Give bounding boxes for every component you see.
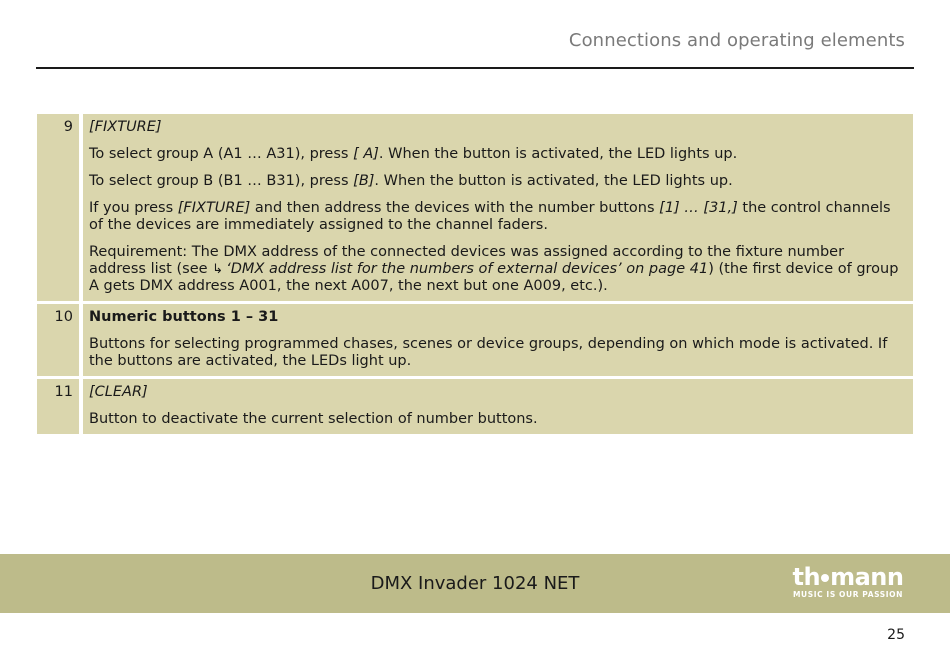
description-paragraph [89,200,903,234]
button-ref: [1] [659,200,680,216]
row-number: 10 [37,301,83,376]
text-run: . When the button is activated, the LED lights up. [378,146,738,162]
text-run: ) (the first device of group A gets DMX address A001, the next A007, the next but one A009, etc.). [89,261,899,294]
description-paragraph: Button to deactivate the current selection of number buttons. [89,411,538,427]
row-description [83,114,913,301]
page-header-title: Connections and operating elements [568,30,905,51]
row-description [83,376,913,434]
arrow-right-icon: ↳ [212,262,224,277]
description-paragraph [89,173,903,190]
text-run: If you press [89,200,178,216]
thomann-logo [790,565,906,599]
button-ref: [B] [353,173,375,189]
table-row [37,301,913,376]
button-ref: [FIXTURE] [177,200,251,216]
table-row [37,114,913,301]
logo-wordmark: th mann [792,563,904,591]
table-row [37,376,913,434]
text-run: . When the button is activated, the LED lights up. [374,173,733,189]
button-ref: [31,] [703,200,738,216]
text-run: To select group B (B1 … B31), press [89,173,354,189]
row-number: 9 [37,114,83,301]
header-rule [36,67,914,69]
elements-table [37,114,913,434]
description-paragraph: Buttons for selecting programmed chases, scenes or device groups, depending on which mode is activated. If the buttons are activated, the LEDs light up. [89,336,888,369]
row-heading: [FIXTURE] [89,119,162,135]
row-number: 11 [37,376,83,434]
button-ref: [ A] [353,146,379,162]
text-run: Requirement: The DMX address of the connected devices was assigned according to the fixture number address list (see [89,244,845,277]
description-paragraph [89,146,903,163]
row-heading: [CLEAR] [89,384,148,400]
logo-dot-icon [821,574,829,582]
logo-tagline: MUSIC IS OUR PASSION [792,590,904,599]
row-description [83,301,913,376]
footer-product-title: DMX Invader 1024 NET [370,573,580,594]
text-run: the control channels of the devices are immediately assigned to the channel faders. [89,200,891,233]
text-run: … [679,200,704,216]
text-run: and then address the devices with the number buttons [250,200,660,216]
text-run: To select group A (A1 … A31), press [89,146,354,162]
cross-reference-link[interactable]: ‘DMX address list for the numbers of external devices’ on page 41 [226,261,709,277]
description-paragraph [89,244,903,295]
footer-band [0,554,950,613]
row-heading: Numeric buttons 1 – 31 [89,309,279,325]
page-number: 25 [887,627,905,643]
